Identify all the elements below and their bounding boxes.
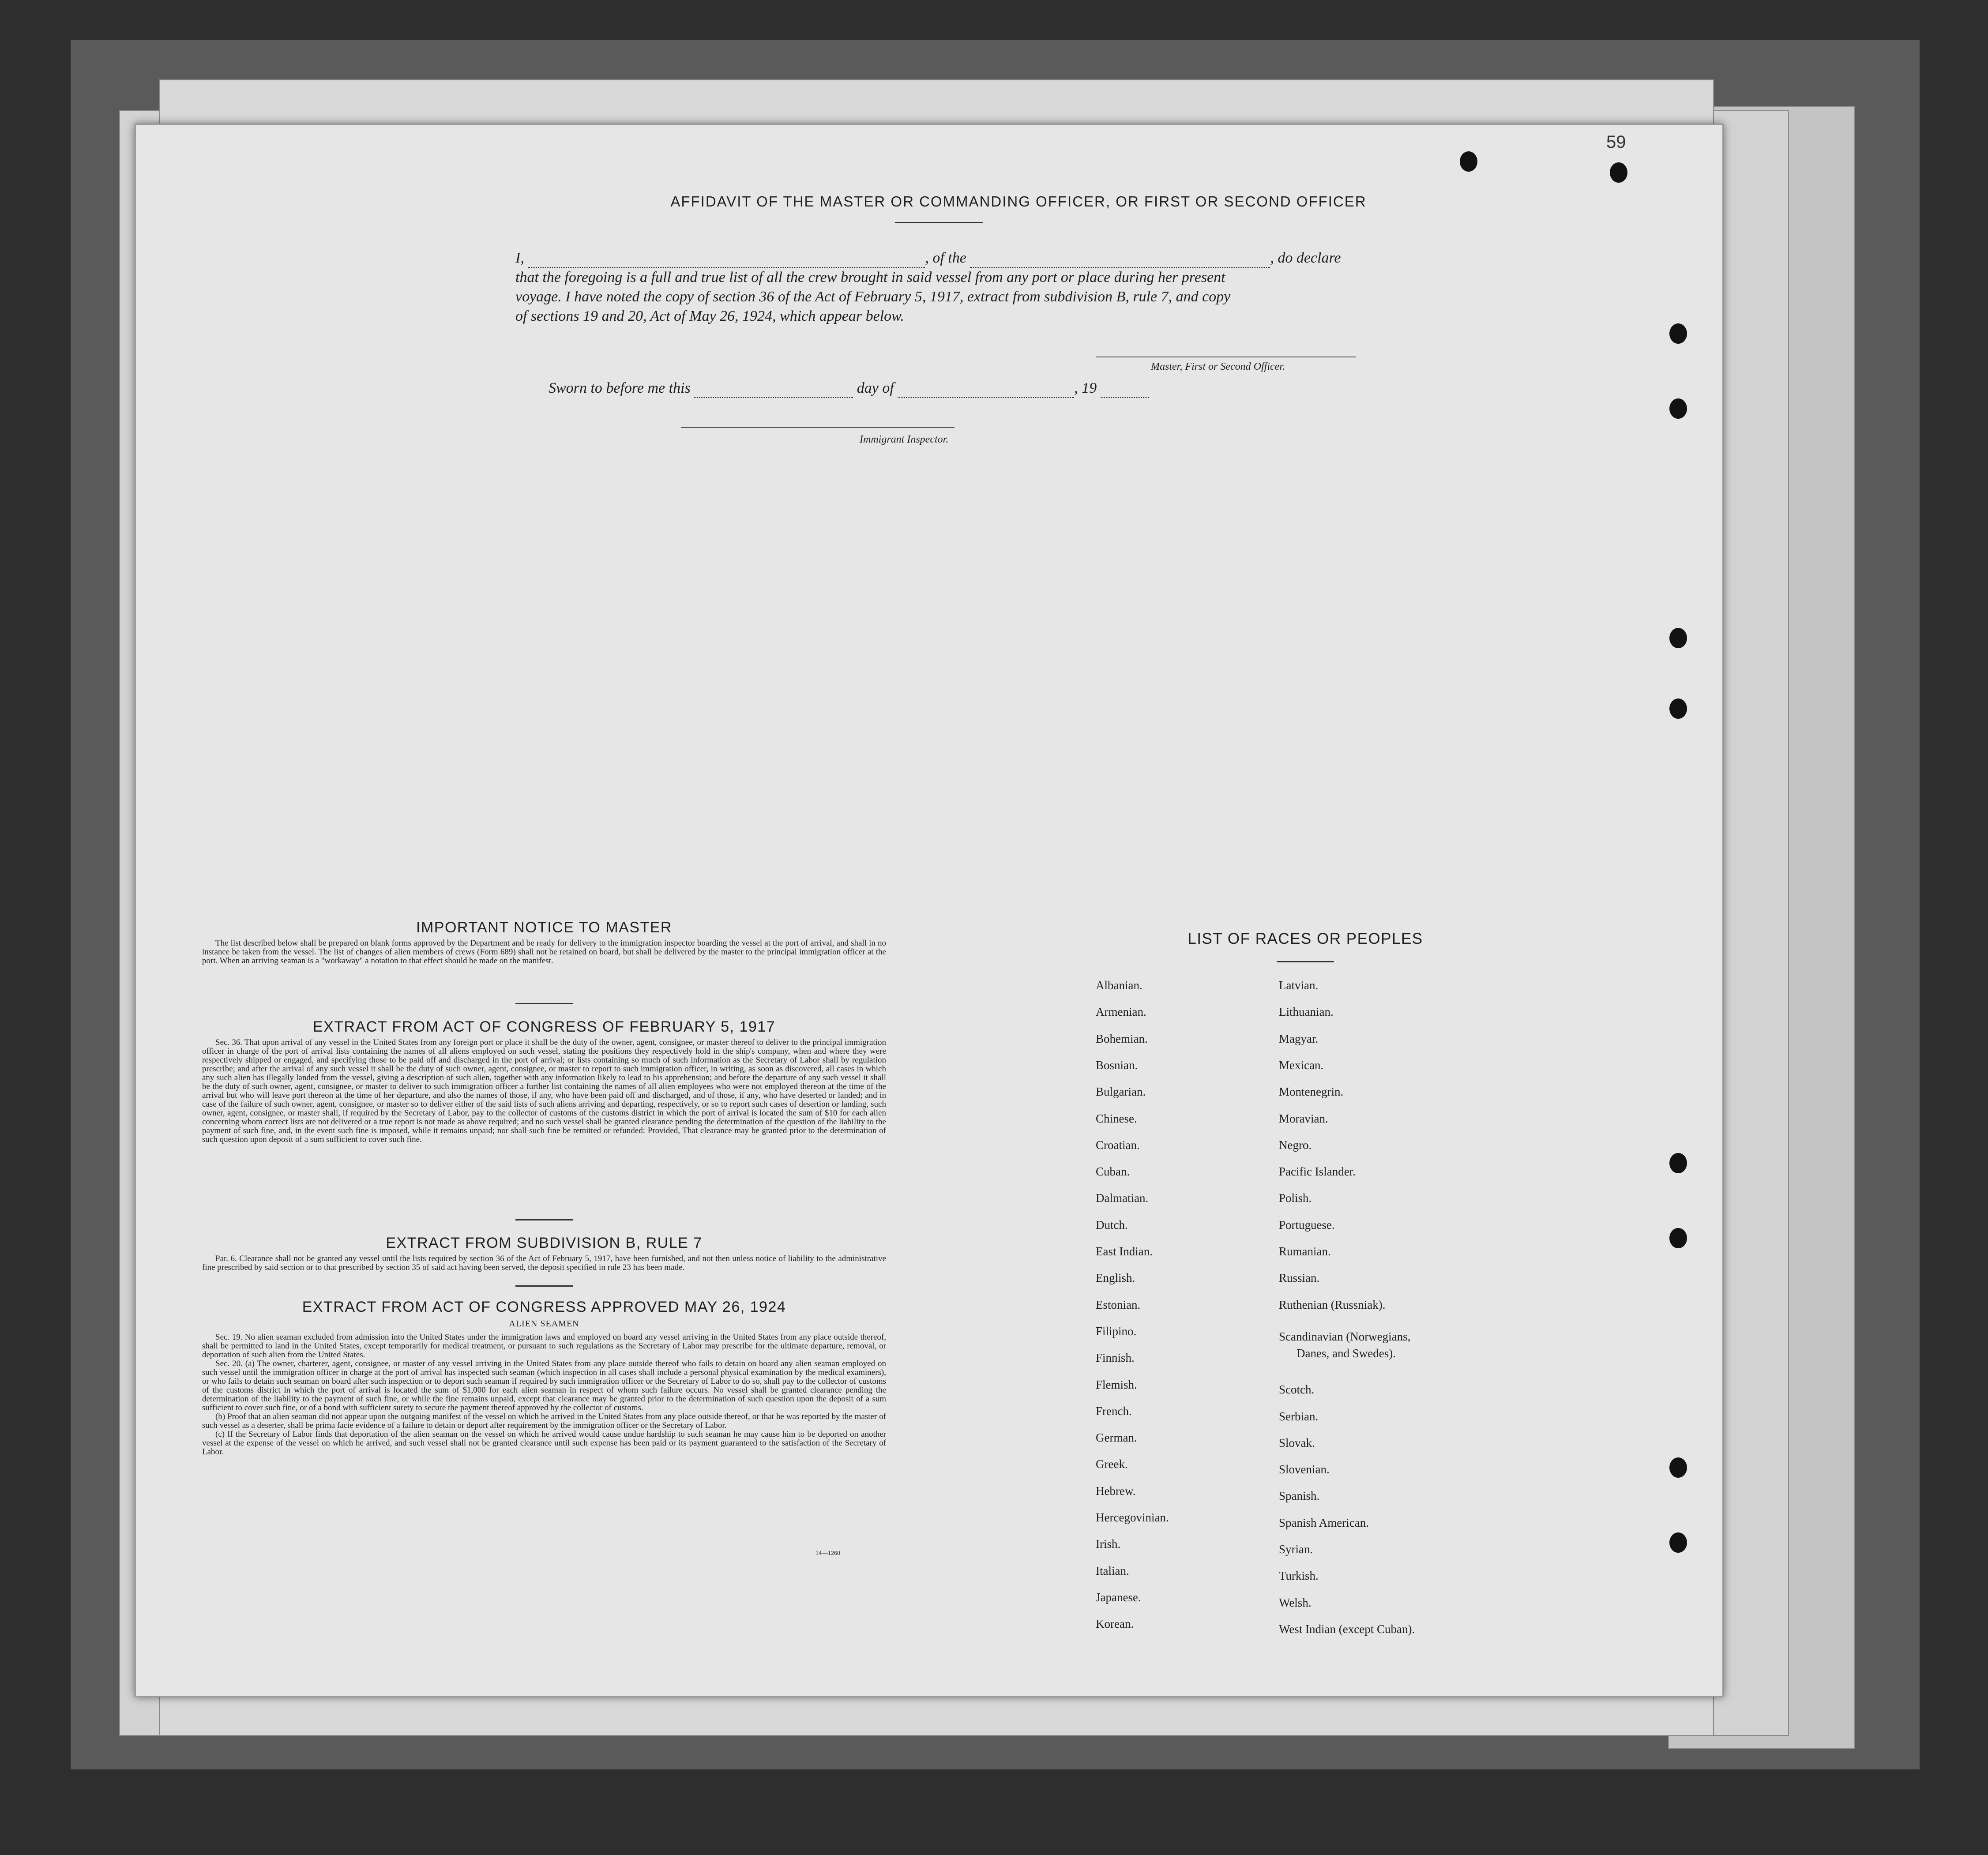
form-number: 14—1260 [815,1550,840,1557]
race-item: Cuban. [1096,1165,1130,1179]
race-item: Spanish American. [1279,1516,1369,1529]
divider [515,1003,573,1004]
race-item: Bohemian. [1096,1032,1148,1045]
sworn-day-field[interactable] [694,384,853,398]
divider [895,222,983,223]
divider [515,1219,573,1220]
punch-hole [1669,1153,1687,1173]
punch-hole [1669,398,1687,419]
punch-hole [1669,1457,1687,1478]
race-item: Bosnian. [1096,1058,1138,1072]
race-item: Dutch. [1096,1218,1128,1232]
vessel-field[interactable] [970,254,1270,268]
race-item: Estonian. [1096,1298,1141,1311]
extract-rule7-text: Par. 6. Clearance shall not be granted any vessel until the lists required by section 36 of the Act of February 5, 1917, have been furnished, and not then unless notice of liability to the administrative fine prescribed by said section or to that prescribed by section 35 of said act having been served, the deposit specified in rule 23 has been made. [202,1254,886,1272]
affidavit-line-3: voyage. I have noted the copy of section 36 of the Act of February 5, 1917, extract from subdivision B, rule 7, and copy [515,289,1231,305]
race-item: West Indian (except Cuban). [1279,1622,1415,1636]
inspector-caption: Immigrant Inspector. [860,434,949,445]
race-item: Finnish. [1096,1351,1135,1365]
page-number: 59 [1606,132,1626,152]
race-item: Polish. [1279,1191,1312,1205]
race-item: Danes, and Swedes). [1297,1347,1396,1360]
race-item: German. [1096,1431,1137,1445]
extract-1917-text: Sec. 36. That upon arrival of any vessel in the United States from any foreign port or place it shall be the duty of the owner, agent, consignee, or master thereof to deliver to the principal immigration officer in charge of the port of arrival lists containing the names of all aliens employed on such vessel, stating the positions they respectively hold in the ship's company, when and where they were respectively shipped or engaged, and specifying those to be paid off and discharged in the port of arrival; or lists containing so much of such information as the Secretary of Labor shall by regulation prescribe; and after the arrival of any such vessel it shall be the duty of such owner, agent, consignee, or master to report to such immigration officer, in writing, as soon as discovered, all cases in which any such alien has illegally landed from the vessel, giving a description of such alien, together with any information likely to lead to his apprehension; and before the departure of any such vessel it shall be the duty of such owner, agent, consignee, or master to deliver to such immigration officer a further list containing the names of all alien employees who were not employed thereon at the time of the arrival but who will leave port thereon at the time of her departure, and also the names of those, if any, who have been paid off and discharged, and of those, if any, who have deserted or landed; and in case of the failure of such owner, agent, consignee, or master so to deliver either of the said lists of such aliens arriving and departing, respectively, or so to report such cases of desertion or landing, such owner, agent, consignee, or master shall, if required by the Secretary of Labor, pay to the collector of customs of the customs district in which the port of arrival is located the sum of $10 for each alien concerning whom correct lists are not delivered or a true report is not made as above required; and no such vessel shall be granted clearance pending the determination of the question of the liability to the payment of such fine, and, in the event such fine is imposed, while it remains unpaid; nor shall such fine be remitted or refunded: Provided, That clearance may be granted prior to the determination of such question upon deposit of a sum sufficient to cover such fine. [202,1038,886,1144]
affidavit-line-2: that the foregoing is a full and true list of all the crew brought in said vessel from any port or place during her present [515,269,1225,285]
notice-text: The list described below shall be prepared on blank forms approved by the Department and be ready for delivery to the immigration inspector boarding the vessel at the port of arrival, and shall in no instance be taken from the vessel. The list of changes of alien members of crews (Form 689) shall not be retained on board, but shall be delivered by the master to the principal immigration officer at the port. When an arriving seaman is a "workaway" a notation to that effect should be made on the manifest. [202,939,886,965]
inspector-signature-line[interactable] [681,427,955,428]
race-item: Greek. [1096,1457,1128,1471]
race-item: East Indian. [1096,1245,1153,1258]
race-item: French. [1096,1404,1132,1418]
race-item: Dalmatian. [1096,1191,1149,1205]
manifest-page [135,124,1724,1697]
affidavit-title: AFFIDAVIT OF THE MASTER OR COMMANDING OFFICER, OR FIRST OR SECOND OFFICER [670,193,1367,210]
race-item: Lithuanian. [1279,1005,1334,1019]
name-field[interactable] [528,254,925,268]
race-item: Hercegovinian. [1096,1511,1169,1524]
notice-title: IMPORTANT NOTICE TO MASTER [416,919,672,936]
race-item: Scotch. [1279,1383,1315,1397]
race-item: Serbian. [1279,1409,1319,1423]
affidavit-line-1: I, , of the , do declare [515,248,1495,268]
race-item: Albanian. [1096,979,1142,992]
race-item: Rumanian. [1279,1245,1331,1258]
race-item: Filipino. [1096,1324,1137,1338]
punch-hole [1669,1532,1687,1553]
sworn-line: Sworn to before me this day of , 19 [549,379,1528,398]
race-item: Hebrew. [1096,1484,1136,1498]
race-item: Korean. [1096,1617,1134,1631]
race-item: Slovak. [1279,1436,1315,1449]
punch-hole [1610,162,1627,183]
divider [1277,961,1334,962]
extract-rule7-title: EXTRACT FROM SUBDIVISION B, RULE 7 [386,1235,703,1251]
race-item: Irish. [1096,1537,1121,1551]
extract-1924-subtitle: ALIEN SEAMEN [509,1319,579,1329]
race-item: Russian. [1279,1271,1320,1285]
race-item: Magyar. [1279,1032,1319,1045]
race-item: Bulgarian. [1096,1085,1146,1099]
races-title: LIST OF RACES OR PEOPLES [1188,930,1423,947]
race-item: Welsh. [1279,1596,1312,1609]
punch-hole [1669,1228,1687,1248]
punch-hole [1460,151,1477,172]
race-item: English. [1096,1271,1135,1285]
extract-1924-text: Sec. 19. No alien seaman excluded from admission into the United States under the immigration laws and employed on board any vessel arriving in the United States from any place outside thereof, shall be permitted to land in the United States, except temporarily for medical treatment, or pursuant to such regulations as the Secretary of Labor may prescribe for the ultimate departure, removal, or deportation of such alien from the United States. Sec. 20. (a) The owner, charterer, agent, consignee, or master of any vessel arriving in the United States from any place outside thereof who fails to detain on board any alien seaman employed on such vessel until the immigration officer in charge at the port of arrival has inspected such seaman (which inspection in all cases shall include a personal physical examination by the medical examiners), or who fails to detain such seaman on board after such inspection or to deport such seaman if required by such immigration officer or the Secretary of Labor to do so, shall pay to the collector of customs of the customs district in which the port of arrival is located the sum of $1,000 for each alien seaman in respect of whom such failure occurs. No vessel shall be granted clearance pending the determination of the liability to the payment of such fine, or while the fine remains unpaid, except that clearance may be granted prior to the determination of such question upon the deposit of a sum sufficient to cover such fine, or of a bond with sufficient surety to secure the payment thereof approved by the collector of customs. (b) Proof that an alien seaman did not appear upon the outgoing manifest of the vessel on which he arrived in the United States from any place outside thereof, or that he was reported by the master of such vessel as a deserter, shall be prima facie evidence of a failure to detain or deport after requirement by the immigration officer or the Secretary of Labor. (c) If the Secretary of Labor finds that deportation of the alien seaman on the vessel on which he arrived would cause undue hardship to such seaman he may cause him to be deported on another vessel at the expense of the vessel on which he arrived, and such vessel shall not be granted clearance until such expense has been paid or its payment guaranteed to the satisfaction of the Secretary of Labor. [202,1333,886,1457]
race-item: Flemish. [1096,1378,1137,1391]
race-item: Pacific Islander. [1279,1165,1356,1179]
race-item: Moravian. [1279,1111,1328,1125]
sworn-month-field[interactable] [898,384,1074,398]
race-item: Syrian. [1279,1543,1313,1556]
race-item: Turkish. [1279,1569,1319,1583]
race-item: Chinese. [1096,1111,1137,1125]
punch-hole [1669,323,1687,344]
race-item: Japanese. [1096,1590,1141,1604]
punch-hole [1669,698,1687,719]
race-item: Slovenian. [1279,1463,1330,1476]
race-item: Negro. [1279,1138,1312,1152]
punch-hole [1669,628,1687,648]
race-item: Ruthenian (Russniak). [1279,1298,1386,1311]
race-item: Portuguese. [1279,1218,1335,1232]
race-item: Italian. [1096,1564,1129,1577]
extract-1924-title: EXTRACT FROM ACT OF CONGRESS APPROVED MAY 26, 1924 [302,1299,786,1315]
race-item: Armenian. [1096,1005,1146,1019]
affidavit-line-4: of sections 19 and 20, Act of May 26, 1924, which appear below. [515,308,904,324]
master-caption: Master, First or Second Officer. [1151,361,1285,372]
race-item: Latvian. [1279,979,1319,992]
sworn-year-field[interactable] [1101,384,1149,398]
race-item: Croatian. [1096,1138,1140,1152]
race-item: Mexican. [1279,1058,1324,1072]
divider [515,1285,573,1287]
race-item: Spanish. [1279,1489,1320,1503]
race-item: Montenegrin. [1279,1085,1344,1099]
extract-1917-title: EXTRACT FROM ACT OF CONGRESS OF FEBRUARY 5, 1917 [312,1018,776,1035]
race-item: Scandinavian (Norwegians, [1279,1329,1411,1343]
